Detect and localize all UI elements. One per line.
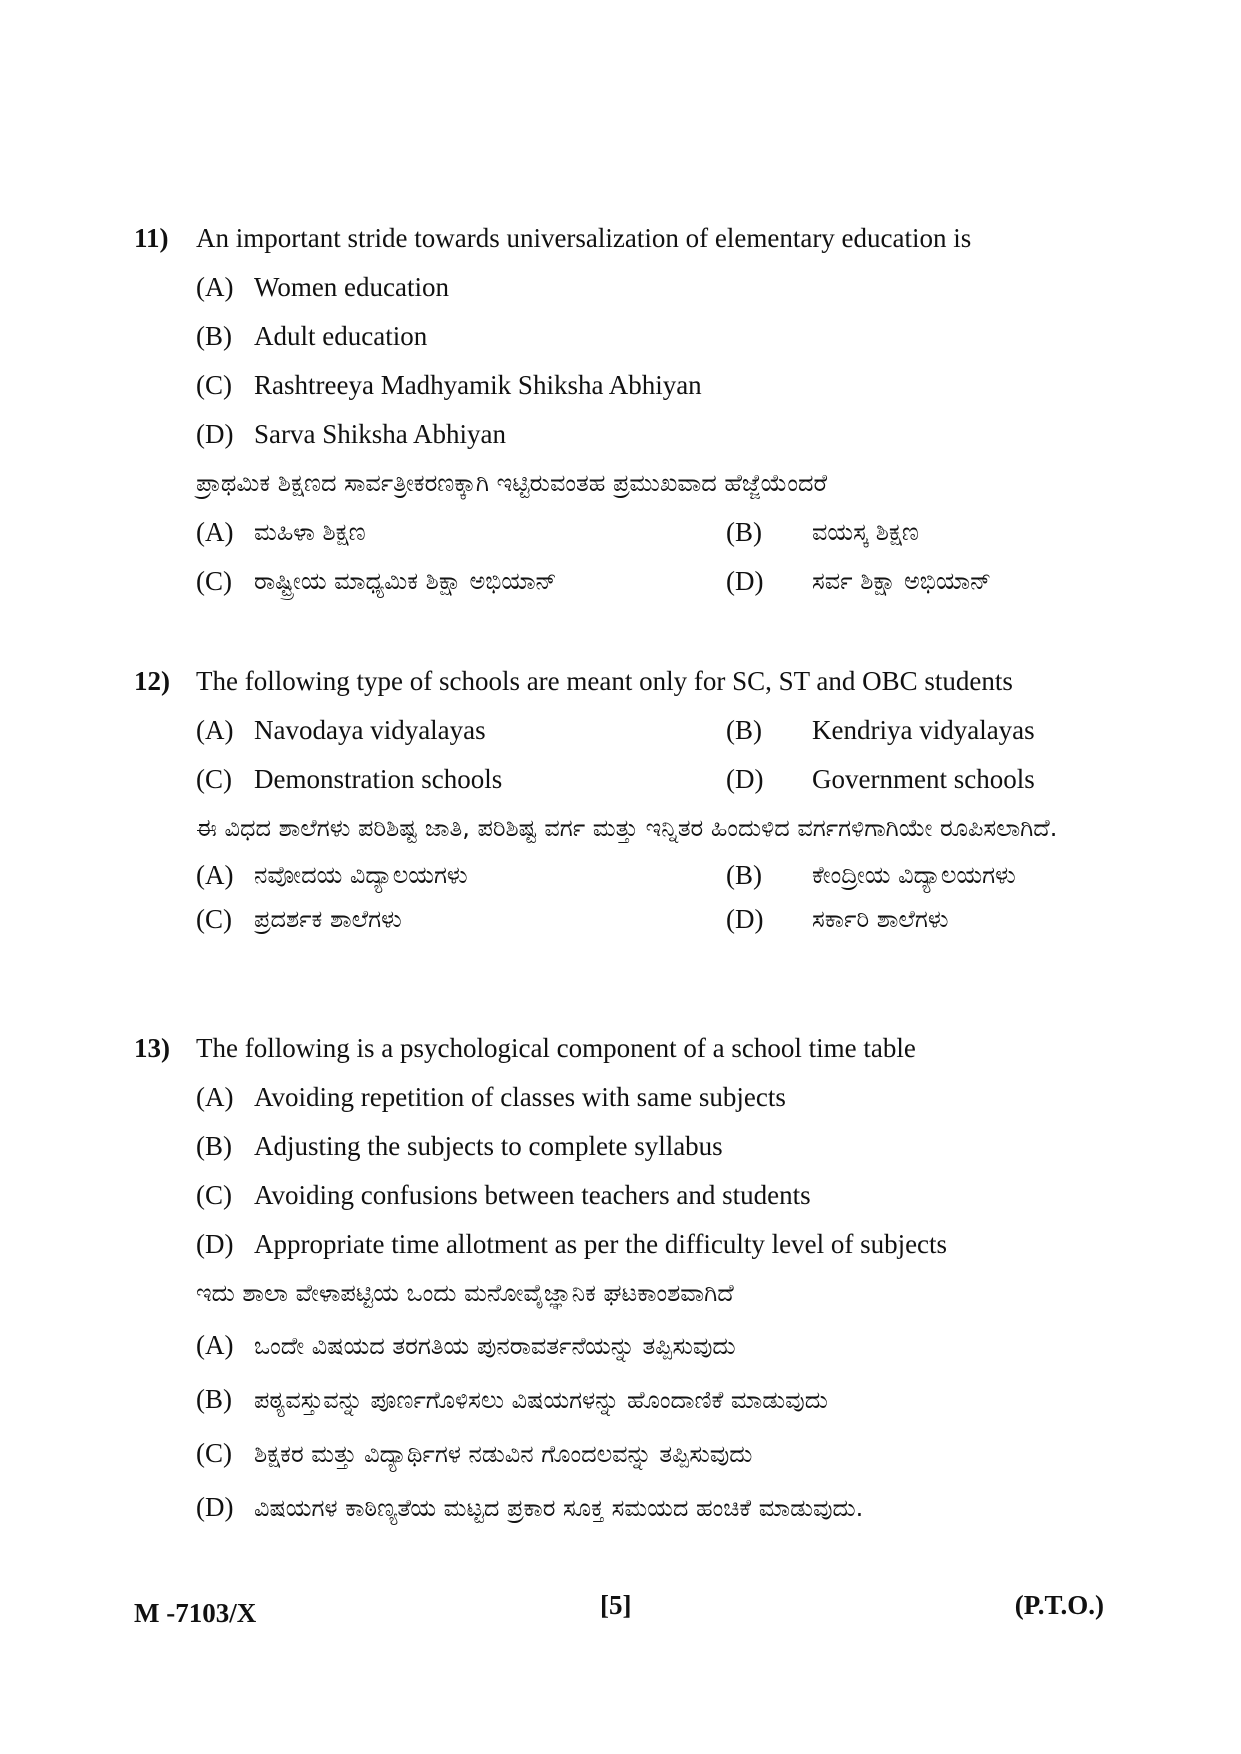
option-label: (A) [196,1082,234,1112]
question-11 [134,214,1094,606]
option-label: (D) [726,904,764,934]
option-label: (D) [726,764,764,794]
kannada-option-c [196,1426,1094,1480]
option-text: Avoiding repetition of classes with same subjects [254,1082,786,1112]
option-text: ಸರ್ಕಾರಿ ಶಾಲೆಗಳು [812,905,949,933]
option-text: Appropriate time allotment as per the difficulty level of subjects [254,1229,948,1259]
option-d [196,410,1094,459]
option-label: (D) [196,419,234,449]
option-d [196,1220,1094,1269]
option-label: (C) [196,904,232,934]
question-number: 12) [134,666,170,696]
option-c [196,755,726,804]
kannada-option-d [726,557,991,606]
option-label: (C) [196,1180,232,1210]
option-c [196,361,1094,410]
option-label: (B) [726,715,762,745]
option-label: (B) [726,860,762,890]
option-label: (C) [196,764,232,794]
option-text: Rashtreeya Madhyamik Shiksha Abhiyan [254,370,702,400]
option-text: ಒಂದೇ ವಿಷಯದ ತರಗತಿಯ ಪುನರಾವರ್ತನೆಯನ್ನು ತಪ್ಪಿಸುವುದು [254,1332,736,1360]
paper-code: M -7103/X [134,1598,257,1628]
kannada-option-c [196,897,726,941]
option-text: Kendriya vidyalayas [812,715,1035,745]
options-row [196,706,1094,755]
option-text: ರಾಷ್ಟ್ರೀಯ ಮಾಧ್ಯಮಿಕ ಶಿಕ್ಷಾ ಅಭಿಯಾನ್ [254,567,557,595]
kannada-option-b [196,1372,1094,1426]
option-text: Navodaya vidyalayas [254,715,486,745]
option-label: (B) [196,1384,232,1414]
kannada-option-b [726,853,1016,897]
option-b [196,1122,1094,1171]
option-a [196,706,726,755]
option-text: Adult education [254,321,428,351]
kannada-question-text: ಇದು ಶಾಲಾ ವೇಳಾಪಟ್ಟಿಯ ಒಂದು ಮನೋವೈಜ್ಞಾನಿಕ ಘಟಕಾಂಶವಾಗಿದೆ [196,1279,734,1307]
option-text: ಸರ್ವ ಶಿಕ್ಷಾ ಅಭಿಯಾನ್ [812,567,992,595]
option-text: Demonstration schools [254,764,503,794]
option-text: ಮಹಿಳಾ ಶಿಕ್ಷಣ [254,518,366,546]
option-label: (A) [196,860,234,890]
question-text: The following type of schools are meant only for SC, ST and OBC students [196,666,1013,696]
question-12 [134,657,1094,941]
page-footer [134,1590,1104,1640]
option-c [196,1171,1094,1220]
option-label: (C) [196,566,232,596]
kannada-options-row [196,897,1094,941]
option-label: (D) [196,1492,234,1522]
kannada-option-a [196,853,726,897]
option-b [726,706,1035,755]
option-label: (B) [196,1131,232,1161]
option-label: (D) [726,566,764,596]
question-number: 13) [134,1033,170,1063]
option-text: ನವೋದಯ ವಿದ್ಯಾಲಯಗಳು [254,861,468,889]
please-turn-over: (P.T.O.) [1014,1590,1104,1620]
option-label: (B) [726,517,762,547]
option-label: (C) [196,370,232,400]
option-text: ಪಠ್ಯವಸ್ತುವನ್ನು ಪೂರ್ಣಗೊಳಿಸಲು ವಿಷಯಗಳನ್ನು ಹೊಂದಾಣಿಕೆ ಮಾಡುವುದು [254,1386,828,1414]
kannada-option-d [196,1480,1094,1534]
question-number: 11) [134,223,169,253]
option-text: Avoiding confusions between teachers and students [254,1180,811,1210]
option-label: (D) [196,1229,234,1259]
option-a [196,263,1094,312]
kannada-question-text: ಪ್ರಾಥಮಿಕ ಶಿಕ್ಷಣದ ಸಾರ್ವತ್ರೀಕರಣಕ್ಕಾಗಿ ಇಟ್ಟಿರುವಂತಹ ಪ್ರಮುಖವಾದ ಹೆಜ್ಜೆಯೆಂದರೆ [196,469,828,497]
kannada-option-d [726,897,949,941]
option-label: (B) [196,321,232,351]
question-text: The following is a psychological component of a school time table [196,1033,916,1063]
option-label: (A) [196,715,234,745]
option-d [726,755,1035,804]
kannada-options-row [196,853,1094,897]
option-text: ವಯಸ್ಕ ಶಿಕ್ಷಣ [812,518,919,546]
option-label: (A) [196,1330,234,1360]
option-label: (C) [196,1438,232,1468]
option-text: ಪ್ರದರ್ಶಕ ಶಾಲೆಗಳು [254,905,402,933]
option-text: Sarva Shiksha Abhiyan [254,419,506,449]
kannada-options-row [196,557,1094,606]
kannada-option-a [196,508,726,557]
kannada-options-row [196,508,1094,557]
option-text: Women education [254,272,450,302]
option-text: Government schools [812,764,1035,794]
option-text: ಕೇಂದ್ರೀಯ ವಿದ್ಯಾಲಯಗಳು [812,861,1016,889]
option-b [196,312,1094,361]
question-text: An important stride towards universalization of elementary education is [196,223,972,253]
option-label: (A) [196,517,234,547]
question-13 [134,1024,1094,1534]
option-label: (A) [196,272,234,302]
option-text: ಶಿಕ್ಷಕರ ಮತ್ತು ವಿದ್ಯಾರ್ಥಿಗಳ ನಡುವಿನ ಗೊಂದಲವನ್ನು ತಪ್ಪಿಸುವುದು [254,1440,753,1468]
options-row [196,755,1094,804]
option-text: Adjusting the subjects to complete syllabus [254,1131,723,1161]
option-a [196,1073,1094,1122]
kannada-option-b [726,508,919,557]
kannada-option-c [196,557,726,606]
option-text: ವಿಷಯಗಳ ಕಾಠಿಣ್ಯತೆಯ ಮಟ್ಟದ ಪ್ರಕಾರ ಸೂಕ್ತ ಸಮಯದ ಹಂಚಿಕೆ ಮಾಡುವುದು. [254,1494,864,1522]
kannada-option-a [196,1318,1094,1372]
page-number: [5] [600,1590,632,1620]
kannada-question-text: ಈ ವಿಧದ ಶಾಲೆಗಳು ಪರಿಶಿಷ್ಟ ಜಾತಿ, ಪರಿಶಿಷ್ಟ ವರ್ಗ ಮತ್ತು ಇನ್ನಿತರ ಹಿಂದುಳಿದ ವರ್ಗಗಳಿಗಾಗಿಯೇ ರೂಪಿಸಲಾಗಿದೆ. [196,814,1058,842]
